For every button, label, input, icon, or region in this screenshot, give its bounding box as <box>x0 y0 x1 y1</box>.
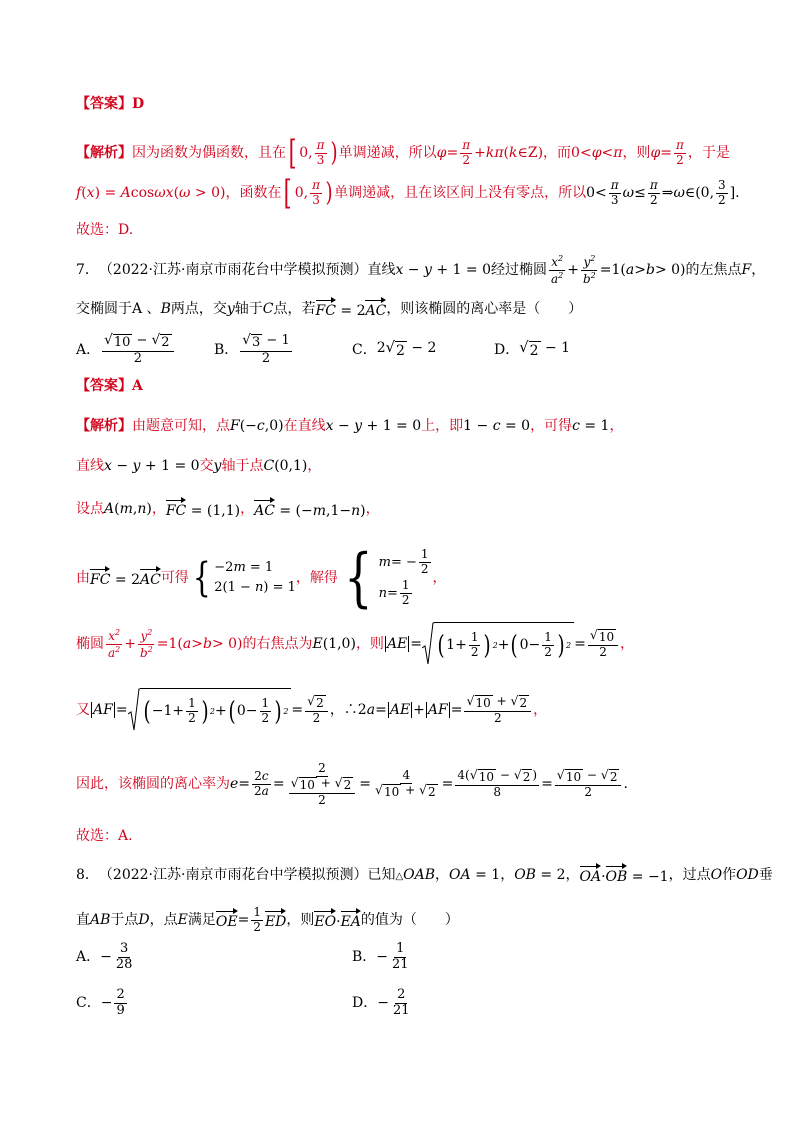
formula-interval: [ 0, $\frac{\pi}{3}$ ) <box>288 133 338 173</box>
answer-tag: 【答案】 <box>76 96 132 112</box>
formula-AE: AE = ( 1+ $\frac{1}{2}$ ) 2 + ( 0− $\frac{1}{2}$ ) 2 = √ 10 2 <box>384 622 620 666</box>
question-8-options <box>76 942 740 1032</box>
text: ，则该椭圆的离心率是（ ） <box>386 300 583 317</box>
option-a[interactable]: A． √ 10 − √ 2 2 <box>76 334 176 367</box>
formula-system-1: { −2m = 1 2(1 − n) = 1 <box>192 555 296 601</box>
question-8-line-2: 直 AB 于点 D ，点 E 满足 OE = $\frac{1}{2}$ ED ，则 EO·EA 的值为（ ） <box>76 905 459 934</box>
option-b[interactable]: B． − $\frac{1}{21}$ <box>352 941 409 972</box>
choice-line-6: 故选：D. <box>76 222 134 238</box>
explanation-7-line-5: 椭圆 $\frac{x^2}{a^2}$ + $\frac{y^2}{b^2}$ =1( a > b > 0) 的右焦点为 E(1,0) ，则 AE = ( 1+ $\frac{1}{2}$ ) 2 + ( 0− $\frac{1}{2}$ ) 2 = √ 10 2 ， <box>76 622 740 666</box>
explanation-7-line-7: 因此，该椭圆的离心率为 e = $\frac{2c}{2a}$ = 2 √ 10 + √ 2 2 = 4 √ 10 + √ 2 = 4( √ 10 − √ 2 ) 8 = √ 10 − √ 2 2 . <box>76 761 628 807</box>
answer-value: A <box>132 378 143 394</box>
formula-phi-value: φ = $\frac{\pi}{2}$ <box>650 137 684 167</box>
text: ，而 <box>543 144 572 161</box>
question-7-line-1: 7． （2022·江苏·南京市雨花台中学模拟预测） 直线 x − y + 1 = 0 经过椭圆 $\frac{x^2}{a^2}$ + $\frac{y^2}{b^2}$ =1( a > b > 0) 的左焦点 F ， <box>76 254 766 286</box>
explanation-7-line-6: 又 AF = ( −1+ $\frac{1}{2}$ ) 2 + ( 0− $\frac{1}{2}$ ) 2 = √ 2 2 ，∴2 a = AE + AF = √ 10 + √ 2 2 ， <box>76 688 740 732</box>
formula-omega: 0< $\frac{\pi}{3}$ ω ≤ $\frac{\pi}{2}$ ⇒ ω ∈(0, $\frac{3}{2}$ ]. <box>586 177 740 207</box>
formula-system-2: { m = − $\frac{1}{2}$ n = $\frac{1}{2}$ <box>344 541 429 615</box>
text: ，函数在 <box>225 184 282 201</box>
explanation-tag: 【解析】 <box>76 144 132 161</box>
formula-range: 0<φ<π <box>571 144 623 161</box>
text: 直线 <box>367 261 396 278</box>
question-8-line-1: 8． （2022·江苏·南京市雨花台中学模拟预测） 已知 △OAB ， OA = 1 ， OB = 2 ， OA·OB = −1 ，过点 O 作 OD 垂 <box>76 864 740 886</box>
explanation-7-line-4: 由 FC = 2AC 可得 { −2m = 1 2(1 − n) = 1 ，解得 { m = − $\frac{1}{2}$ n = $\frac{1}{2}$ ， <box>76 541 447 615</box>
formula-line: x − y + 1 = 0 <box>395 261 491 278</box>
question-source: （2022·江苏·南京市雨花台中学模拟预测） <box>98 866 368 883</box>
formula-vector-eq: FC = 2AC <box>316 298 387 320</box>
explanation-7-line-1: 【解析】 由题意可知，点 F(−c,0) 在直线 x − y + 1 = 0 上，即 1 − c = 0 ，可得 c = 1 ， <box>76 418 624 434</box>
option-c[interactable]: C． − $\frac{2}{9}$ <box>76 987 125 1018</box>
explanation-6-line-2 <box>76 173 740 213</box>
formula-C: C <box>262 300 274 317</box>
option-d[interactable]: D． √ 2 − 1 <box>494 339 571 359</box>
formula-B: B <box>160 300 171 317</box>
formula-y: y <box>226 300 235 317</box>
answer-value: D <box>132 96 145 112</box>
text: 点，若 <box>273 300 316 317</box>
question-number: 7． <box>76 261 99 278</box>
formula-F: F <box>741 261 752 278</box>
question-number: 8． <box>76 866 99 883</box>
explanation-7-line-2: 直线 x − y + 1 = 0 交 y 轴于点 C(0,1) ， <box>76 458 322 474</box>
text: 两点，交 <box>170 300 227 317</box>
formula-phi: φ = $\frac{\pi}{2}$ + kπ ( k ∈Z) <box>436 137 544 167</box>
choice-line-7: 故选：A. <box>76 828 133 844</box>
text: 单调递减，且在该区间上没有零点，所以 <box>334 184 587 201</box>
option-c[interactable]: C． 2 √ 2 − 2 <box>352 339 437 359</box>
formula-ellipse: $\frac{x^2}{a^2}$ + $\frac{y^2}{b^2}$ =1( a > b > 0) <box>551 254 686 286</box>
text: 因为函数为偶函数，且在 <box>132 144 286 161</box>
question-source: （2022·江苏·南京市雨花台中学模拟预测） <box>98 261 368 278</box>
text: 单调递减，所以 <box>338 144 437 161</box>
text: 经过椭圆 <box>491 261 547 278</box>
formula-eccentricity: e = $\frac{2c}{2a}$ = 2 √ 10 + √ 2 2 = 4 √ 10 + √ 2 = 4( √ 10 − √ 2 ) 8 = √ 10 − √ 2 2 . <box>230 761 628 807</box>
formula-AF: AF = ( −1+ $\frac{1}{2}$ ) 2 + ( 0− $\frac{1}{2}$ ) 2 = √ 2 2 ，∴2 a = AE + AF = √ 10 + √ 2 2 <box>90 688 533 732</box>
option-a[interactable]: A． − $\frac{3}{28}$ <box>76 941 133 972</box>
text: ，于是 <box>687 144 730 161</box>
answer-line-7 <box>76 378 740 395</box>
answer-line-6 <box>76 96 740 113</box>
explanation-6-line-1 <box>76 133 740 173</box>
text: 轴于 <box>234 300 263 317</box>
formula-fx: f(x) = Acosωx(ω > 0) <box>76 184 226 201</box>
formula-interval: [ 0, $\frac{\pi}{3}$ ) <box>284 173 333 213</box>
explanation-7-line-3: 设点 A(m,n) ， FC = (1,1) ， AC = (−m,1−n) ， <box>76 498 740 520</box>
question-7-line-2 <box>76 298 740 320</box>
question-7-options <box>76 334 740 368</box>
text: ，则 <box>622 144 651 161</box>
answer-tag: 【答案】 <box>76 378 132 394</box>
option-d[interactable]: D． − $\frac{2}{21}$ <box>352 987 410 1018</box>
text: 交椭圆于A 、 <box>76 300 161 317</box>
text: 的左焦点 <box>685 261 742 278</box>
formula-point-F: F(−c,0) <box>230 418 284 434</box>
option-b[interactable]: B． √ 3 − 1 2 <box>214 332 290 366</box>
explanation-tag: 【解析】 <box>76 418 132 434</box>
